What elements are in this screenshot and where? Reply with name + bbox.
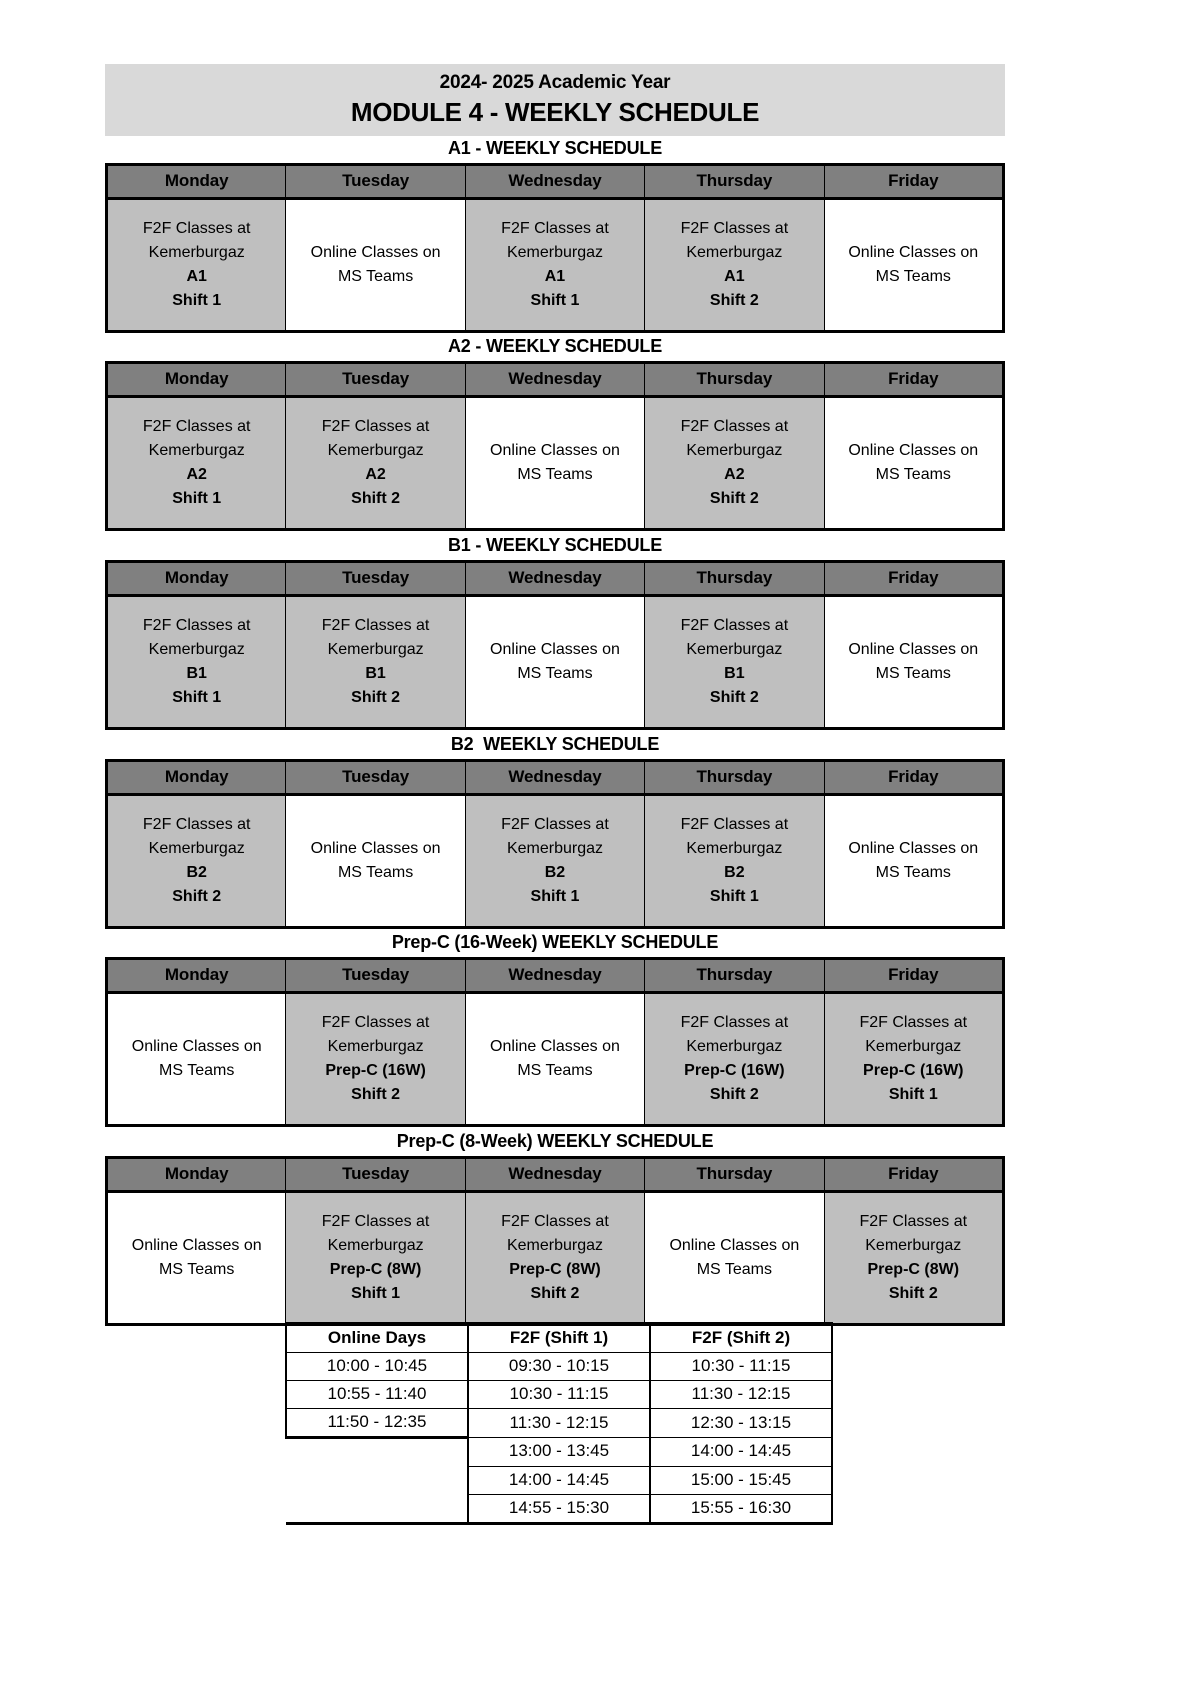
times-cell: 13:00 - 13:45 <box>468 1438 650 1467</box>
schedule-cell-line: A1 <box>724 268 745 285</box>
times-row <box>286 1353 832 1381</box>
times-body <box>286 1353 832 1524</box>
schedule-cell-line: F2F Classes at <box>859 1014 968 1031</box>
schedule-cell-line: MS Teams <box>875 864 951 881</box>
schedule-block-caption: A2 - WEEKLY SCHEDULE <box>447 336 663 356</box>
schedule-cell-line: Kemerburgaz <box>327 1237 424 1254</box>
schedule-cell-line: MS Teams <box>696 1261 772 1278</box>
schedule-cell <box>107 397 286 530</box>
schedule-cell <box>286 596 465 729</box>
day-header-thursday: Thursday <box>645 1158 824 1192</box>
day-header-row <box>107 363 1004 397</box>
day-header-thursday: Thursday <box>645 562 824 596</box>
schedule-cell <box>286 1192 465 1325</box>
times-cell: 12:30 - 13:15 <box>650 1409 832 1438</box>
times-cell: 11:50 - 12:35 <box>286 1409 468 1438</box>
schedule-cell-line: F2F Classes at <box>321 1014 430 1031</box>
schedule-cell-line: Kemerburgaz <box>506 840 603 857</box>
schedule-row <box>107 1192 1004 1325</box>
schedule-cell <box>465 795 644 928</box>
schedule-cell <box>107 199 286 332</box>
weekly-schedule-table <box>105 1156 1005 1326</box>
schedule-cell-line: F2F Classes at <box>321 617 430 634</box>
day-header-thursday: Thursday <box>645 363 824 397</box>
day-header-friday: Friday <box>824 959 1003 993</box>
day-header-row <box>107 761 1004 795</box>
day-header-tuesday: Tuesday <box>286 1158 465 1192</box>
schedule-block-caption: B1 - WEEKLY SCHEDULE <box>447 535 663 555</box>
schedule-cell-line: A2 <box>724 466 745 483</box>
schedule-cell-line: Kemerburgaz <box>148 244 245 261</box>
schedule-cell-line: Online Classes on <box>848 840 979 857</box>
schedule-cell-line: F2F Classes at <box>142 617 251 634</box>
day-header-tuesday: Tuesday <box>286 363 465 397</box>
schedule-cell-line: F2F Classes at <box>501 220 609 237</box>
day-header-wednesday: Wednesday <box>465 363 644 397</box>
schedule-cell-line: Prep-C (16W) <box>863 1062 964 1079</box>
schedule-cell-line: F2F Classes at <box>859 1213 968 1230</box>
times-row <box>286 1494 832 1523</box>
schedule-cell-line: Prep-C (8W) <box>509 1261 601 1278</box>
day-header-row <box>107 959 1004 993</box>
schedule-cell-line: Shift 2 <box>530 1285 580 1302</box>
day-header-row <box>107 1158 1004 1192</box>
schedule-cell-line: Kemerburgaz <box>686 442 783 459</box>
schedule-cell-line: F2F Classes at <box>321 1213 430 1230</box>
schedule-cell-line: Kemerburgaz <box>327 442 424 459</box>
times-cell: 09:30 - 10:15 <box>468 1353 650 1381</box>
schedule-cell-line: Kemerburgaz <box>686 1038 783 1055</box>
schedule-cell <box>645 397 824 530</box>
schedule-row <box>107 993 1004 1126</box>
schedule-cell <box>286 993 465 1126</box>
schedule-cell-line: Shift 2 <box>172 888 222 905</box>
schedule-cell-line: F2F Classes at <box>142 816 251 833</box>
day-header-monday: Monday <box>107 363 286 397</box>
schedule-cell-line: Shift 1 <box>172 292 222 309</box>
schedule-block-caption: Prep-C (16-Week) WEEKLY SCHEDULE <box>391 932 719 952</box>
schedule-cell <box>645 993 824 1126</box>
schedule-cell-line: Prep-C (16W) <box>684 1062 785 1079</box>
day-header-row <box>107 165 1004 199</box>
schedule-cell <box>824 596 1003 729</box>
schedule-cell-line: B2 <box>186 864 207 881</box>
schedule-cell-line: Kemerburgaz <box>686 244 783 261</box>
schedule-cell-line: A1 <box>544 268 566 285</box>
schedule-cell-line: Kemerburgaz <box>686 840 783 857</box>
schedule-cell-line: MS Teams <box>517 466 593 483</box>
schedule-cell-line: Shift 1 <box>172 689 222 706</box>
schedule-cell-line: MS Teams <box>159 1062 235 1079</box>
schedule-row <box>107 596 1004 729</box>
schedule-row <box>107 795 1004 928</box>
schedule-cell <box>286 795 465 928</box>
schedule-block-caption: B2 WEEKLY SCHEDULE <box>450 734 660 754</box>
schedule-cell-line: B2 <box>544 864 566 881</box>
schedule-cell-line: F2F Classes at <box>680 1014 789 1031</box>
times-row <box>286 1409 832 1438</box>
schedule-cell-line: Online Classes on <box>669 1237 800 1254</box>
schedule-cell-line: B2 <box>724 864 745 881</box>
times-cell: 10:30 - 11:15 <box>468 1381 650 1409</box>
schedule-cell <box>645 596 824 729</box>
times-col-header-2: F2F (Shift 2) <box>650 1324 832 1353</box>
day-header-row <box>107 562 1004 596</box>
times-cell: 10:00 - 10:45 <box>286 1353 468 1381</box>
times-cell: 14:00 - 14:45 <box>650 1438 832 1467</box>
schedule-cell-line: Kemerburgaz <box>148 641 245 658</box>
schedule-cell-line: MS Teams <box>875 268 951 285</box>
times-cell: 11:30 - 12:15 <box>468 1409 650 1438</box>
schedule-cell-line: Shift 2 <box>709 1086 759 1103</box>
day-header-friday: Friday <box>824 562 1003 596</box>
schedule-cell-line: Shift 2 <box>709 689 759 706</box>
schedule-cell <box>107 993 286 1126</box>
schedule-cell <box>465 1192 644 1325</box>
times-row <box>286 1438 832 1467</box>
schedule-block <box>105 136 1005 333</box>
schedule-cell-line: Shift 2 <box>351 490 401 507</box>
schedule-cell-line: Kemerburgaz <box>865 1038 962 1055</box>
schedule-cell <box>645 795 824 928</box>
schedule-cell <box>824 199 1003 332</box>
day-header-wednesday: Wednesday <box>465 165 644 199</box>
day-header-wednesday: Wednesday <box>465 959 644 993</box>
schedule-cell <box>107 795 286 928</box>
schedule-cell-line: F2F Classes at <box>680 418 789 435</box>
schedule-cell-line: MS Teams <box>875 466 951 483</box>
schedule-block <box>105 533 1005 730</box>
schedule-cell <box>465 596 644 729</box>
day-header-monday: Monday <box>107 761 286 795</box>
schedule-cell-line: Shift 1 <box>530 888 580 905</box>
times-row <box>286 1381 832 1409</box>
schedule-cell-line: Online Classes on <box>490 641 620 658</box>
schedule-cell-line: Online Classes on <box>490 1038 620 1055</box>
schedule-cell-line: Shift 2 <box>351 689 401 706</box>
schedule-cell-line: A2 <box>186 466 207 483</box>
times-cell: 15:55 - 16:30 <box>650 1494 832 1523</box>
times-col-header-0: Online Days <box>286 1324 468 1353</box>
schedule-cell-line: B1 <box>186 665 207 682</box>
times-cell: 11:30 - 12:15 <box>650 1381 832 1409</box>
schedule-cell-line: MS Teams <box>517 1062 593 1079</box>
times-row <box>286 1466 832 1494</box>
day-header-monday: Monday <box>107 959 286 993</box>
schedule-cell-line: Kemerburgaz <box>148 442 245 459</box>
schedule-cell-line: MS Teams <box>159 1261 235 1278</box>
schedule-block <box>105 334 1005 531</box>
times-header-row <box>286 1324 832 1353</box>
times-cell: 10:30 - 11:15 <box>650 1353 832 1381</box>
day-header-thursday: Thursday <box>645 165 824 199</box>
schedule-cell-line: Shift 1 <box>172 490 222 507</box>
times-cell-empty <box>286 1466 468 1494</box>
day-header-monday: Monday <box>107 1158 286 1192</box>
schedule-cell-line: Shift 1 <box>351 1285 401 1302</box>
schedule-cell-line: Online Classes on <box>848 244 979 261</box>
schedule-cell-line: Prep-C (16W) <box>325 1062 426 1079</box>
day-header-friday: Friday <box>824 363 1003 397</box>
times-cell-empty <box>286 1494 468 1523</box>
schedule-cell <box>824 795 1003 928</box>
schedule-row <box>107 199 1004 332</box>
weekly-schedule-table <box>105 163 1005 333</box>
schedule-cell-line: Online Classes on <box>131 1038 262 1055</box>
schedule-cell-line: Kemerburgaz <box>327 641 424 658</box>
schedule-block <box>105 1129 1005 1326</box>
schedule-row <box>107 397 1004 530</box>
schedule-cell <box>107 596 286 729</box>
times-cell: 14:00 - 14:45 <box>468 1466 650 1494</box>
schedule-cell <box>107 1192 286 1325</box>
schedule-block-caption: Prep-C (8-Week) WEEKLY SCHEDULE <box>396 1131 714 1151</box>
day-header-tuesday: Tuesday <box>286 165 465 199</box>
schedule-cell-line: Online Classes on <box>490 442 620 459</box>
weekly-schedule-table <box>105 957 1005 1127</box>
schedule-cell-line: F2F Classes at <box>142 418 251 435</box>
schedule-cell-line: Kemerburgaz <box>686 641 783 658</box>
day-header-friday: Friday <box>824 1158 1003 1192</box>
schedule-cell-line: A2 <box>365 466 386 483</box>
day-header-thursday: Thursday <box>645 761 824 795</box>
schedule-cell <box>286 397 465 530</box>
schedule-cell-line: MS Teams <box>337 864 414 881</box>
weekly-schedule-table <box>105 560 1005 730</box>
schedule-cell-line: F2F Classes at <box>680 220 789 237</box>
times-col-header-1: F2F (Shift 1) <box>468 1324 650 1353</box>
schedule-cell-line: B1 <box>724 665 745 682</box>
schedule-cell-line: Shift 1 <box>709 888 759 905</box>
class-times-table-wrapper <box>285 1322 833 1525</box>
schedule-cell-line: Prep-C (8W) <box>329 1261 422 1278</box>
day-header-tuesday: Tuesday <box>286 562 465 596</box>
day-header-friday: Friday <box>824 165 1003 199</box>
schedule-cell-line: Kemerburgaz <box>148 840 245 857</box>
schedule-cell <box>645 199 824 332</box>
times-cell-empty <box>286 1438 468 1467</box>
day-header-monday: Monday <box>107 562 286 596</box>
schedule-cell-line: Online Classes on <box>848 641 979 658</box>
times-cell: 10:55 - 11:40 <box>286 1381 468 1409</box>
schedule-cell-line: Kemerburgaz <box>327 1038 424 1055</box>
schedule-cell-line: Shift 2 <box>888 1285 938 1302</box>
schedule-cell <box>465 397 644 530</box>
day-header-friday: Friday <box>824 761 1003 795</box>
schedule-cell-line: F2F Classes at <box>501 1213 609 1230</box>
schedule-cell-line: Shift 1 <box>530 292 580 309</box>
schedule-cell <box>824 1192 1003 1325</box>
schedule-cell-line: Online Classes on <box>131 1237 262 1254</box>
schedule-cell <box>824 397 1003 530</box>
weekly-schedule-table <box>105 361 1005 531</box>
class-times-table <box>285 1322 833 1525</box>
page-title: MODULE 4 - WEEKLY SCHEDULE <box>350 97 760 127</box>
day-header-tuesday: Tuesday <box>286 761 465 795</box>
day-header-thursday: Thursday <box>645 959 824 993</box>
schedule-cell-line: Prep-C (8W) <box>867 1261 960 1278</box>
schedule-block <box>105 930 1005 1127</box>
schedule-cell-line: Kemerburgaz <box>506 1237 603 1254</box>
schedule-cell-line: F2F Classes at <box>321 418 430 435</box>
day-header-wednesday: Wednesday <box>465 761 644 795</box>
schedule-cell-line: B1 <box>365 665 386 682</box>
masthead <box>105 64 1005 136</box>
schedule-block-caption: A1 - WEEKLY SCHEDULE <box>447 138 663 158</box>
schedule-cell-line: Kemerburgaz <box>865 1237 962 1254</box>
schedule-cell-line: Shift 1 <box>888 1086 938 1103</box>
schedule-cell <box>645 1192 824 1325</box>
schedule-cell-line: Kemerburgaz <box>506 244 603 261</box>
day-header-wednesday: Wednesday <box>465 562 644 596</box>
schedule-cell-line: Online Classes on <box>310 244 441 261</box>
schedule-cell-line: MS Teams <box>337 268 414 285</box>
academic-year-label: 2024- 2025 Academic Year <box>439 72 671 93</box>
schedule-cell-line: MS Teams <box>517 665 593 682</box>
day-header-monday: Monday <box>107 165 286 199</box>
schedule-cell <box>465 993 644 1126</box>
schedule-cell-line: F2F Classes at <box>501 816 609 833</box>
day-header-tuesday: Tuesday <box>286 959 465 993</box>
schedule-cell <box>286 199 465 332</box>
schedule-cell <box>465 199 644 332</box>
schedule-cell-line: F2F Classes at <box>680 617 789 634</box>
schedule-cell-line: Shift 2 <box>709 292 759 309</box>
schedule-cell-line: Shift 2 <box>709 490 759 507</box>
times-cell: 15:00 - 15:45 <box>650 1466 832 1494</box>
schedule-cell-line: F2F Classes at <box>680 816 789 833</box>
schedule-block <box>105 732 1005 929</box>
schedule-cell <box>824 993 1003 1126</box>
weekly-schedule-table <box>105 759 1005 929</box>
schedule-cell-line: Online Classes on <box>310 840 441 857</box>
schedule-cell-line: MS Teams <box>875 665 951 682</box>
schedule-cell-line: F2F Classes at <box>142 220 251 237</box>
schedule-cell-line: A1 <box>186 268 207 285</box>
schedule-cell-line: Shift 2 <box>351 1086 401 1103</box>
schedule-cell-line: Online Classes on <box>848 442 979 459</box>
times-cell: 14:55 - 15:30 <box>468 1494 650 1523</box>
day-header-wednesday: Wednesday <box>465 1158 644 1192</box>
